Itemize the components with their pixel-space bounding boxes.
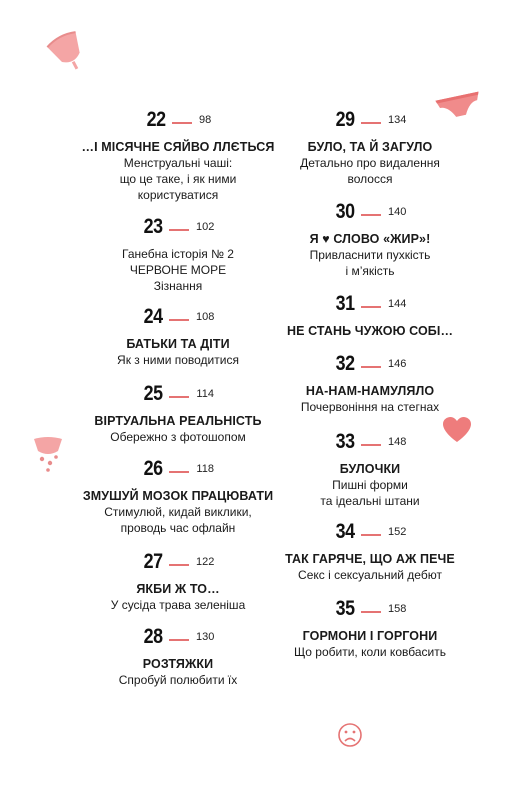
page-number: 108 <box>196 311 215 323</box>
chapter-number: 24 <box>143 305 163 328</box>
chapter-subtitle: Спробуй полюбити їх <box>118 673 238 687</box>
toc-entry <box>78 621 278 688</box>
chapter-number: 33 <box>335 430 355 453</box>
chapter-title: ТАК ГАРЯЧЕ, ЩО АЖ ПЕЧЕ <box>285 552 455 566</box>
chapter-number: 27 <box>143 550 163 573</box>
chapter-subtitle: Обережно з фотошопом <box>110 430 246 444</box>
page-number: 152 <box>388 526 407 538</box>
toc-entry <box>78 104 278 203</box>
chapter-subtitle: Як з ними поводитися <box>117 353 239 367</box>
chapter-number: 31 <box>335 292 355 315</box>
chapter-subtitle: ЧЕРВОНЕ МОРЕ <box>129 263 227 277</box>
chapter-number: 25 <box>143 382 163 405</box>
menstrual-cup-icon <box>44 30 92 74</box>
chapter-subtitle: користуватися <box>137 188 219 202</box>
chapter-title: ЯКБИ Ж ТО… <box>136 582 220 596</box>
chapter-subtitle: Стимулюй, кидай виклики, <box>104 505 252 519</box>
toc-entry <box>270 348 470 415</box>
chapter-title: …І МІСЯЧНЕ СЯЙВО ЛЛЄТЬСЯ <box>81 140 275 154</box>
page-number: 118 <box>196 463 214 475</box>
toc-entry <box>78 378 278 445</box>
toc-entry <box>270 593 470 660</box>
chapter-title: РОЗТЯЖКИ <box>142 657 214 671</box>
chapter-title: БУЛО, ТА Й ЗАГУЛО <box>307 140 433 154</box>
chapter-subtitle: Ганебна історія № 2 <box>122 247 234 261</box>
chapter-title: НЕ СТАНЬ ЧУЖОЮ СОБІ… <box>286 324 454 338</box>
chapter-subtitle: і м’якість <box>345 264 395 278</box>
chapter-title: ВІРТУАЛЬНА РЕАЛЬНІСТЬ <box>94 414 262 428</box>
chapter-subtitle: Почервоніння на стегнах <box>300 400 440 414</box>
toc-entry <box>270 196 470 279</box>
chapter-subtitle: Що робити, коли ковбасить <box>294 645 446 659</box>
chapter-subtitle: Секс і сексуальний дебют <box>298 568 442 582</box>
page-number: 146 <box>388 358 407 370</box>
chapter-number: 22 <box>146 108 166 131</box>
chapter-title: НА-НАМ-НАМУЛЯЛО <box>305 384 435 398</box>
page-number: 144 <box>388 298 407 310</box>
chapter-number: 23 <box>143 215 163 238</box>
chapter-title: ГОРМОНИ І ГОРГОНИ <box>302 629 438 643</box>
page-number: 134 <box>388 114 407 126</box>
chapter-subtitle: Зізнання <box>153 279 203 293</box>
chapter-title: ЗМУШУЙ МОЗОК ПРАЦЮВАТИ <box>82 489 274 503</box>
toc-entry <box>270 426 470 509</box>
page-number: 130 <box>196 631 215 643</box>
chapter-subtitle: проводь час офлайн <box>120 521 236 535</box>
page-number: 122 <box>196 556 215 568</box>
page-number: 98 <box>199 114 212 126</box>
chapter-subtitle: Детально про видалення <box>300 156 440 170</box>
toc-entry <box>78 546 278 613</box>
chapter-number: 30 <box>335 200 355 223</box>
chapter-subtitle: Менструальні чаші: <box>123 156 233 170</box>
toc-entry <box>270 104 470 187</box>
chapter-number: 29 <box>335 108 355 131</box>
toc-entry <box>270 288 470 339</box>
dripping-drop-icon <box>30 435 66 475</box>
chapter-subtitle: Пишні форми <box>332 478 408 492</box>
page-number: 114 <box>196 388 214 400</box>
toc-entry <box>270 516 470 583</box>
page-number: 158 <box>388 603 407 615</box>
chapter-title: Я ♥ СЛОВО «ЖИР»! <box>309 232 431 246</box>
chapter-subtitle: Привласнити пухкість <box>309 248 431 262</box>
chapter-subtitle: волосся <box>347 172 393 186</box>
toc-entry <box>78 211 278 294</box>
chapter-title: БАТЬКИ ТА ДІТИ <box>126 337 230 351</box>
chapter-number: 35 <box>335 597 355 620</box>
page-number: 102 <box>196 221 215 233</box>
chapter-subtitle: У сусіда трава зеленіша <box>110 598 246 612</box>
chapter-number: 26 <box>143 457 163 480</box>
page-number: 140 <box>388 206 407 218</box>
sad-face-icon <box>337 722 363 748</box>
chapter-number: 28 <box>143 625 163 648</box>
chapter-subtitle: що це таке, і як ними <box>119 172 237 186</box>
chapter-number: 34 <box>335 520 355 543</box>
chapter-number: 32 <box>335 352 355 375</box>
chapter-title: БУЛОЧКИ <box>339 462 401 476</box>
chapter-subtitle: та ідеальні штани <box>320 494 420 508</box>
page-number: 148 <box>388 436 407 448</box>
toc-entry <box>78 301 278 368</box>
toc-entry <box>78 453 278 536</box>
